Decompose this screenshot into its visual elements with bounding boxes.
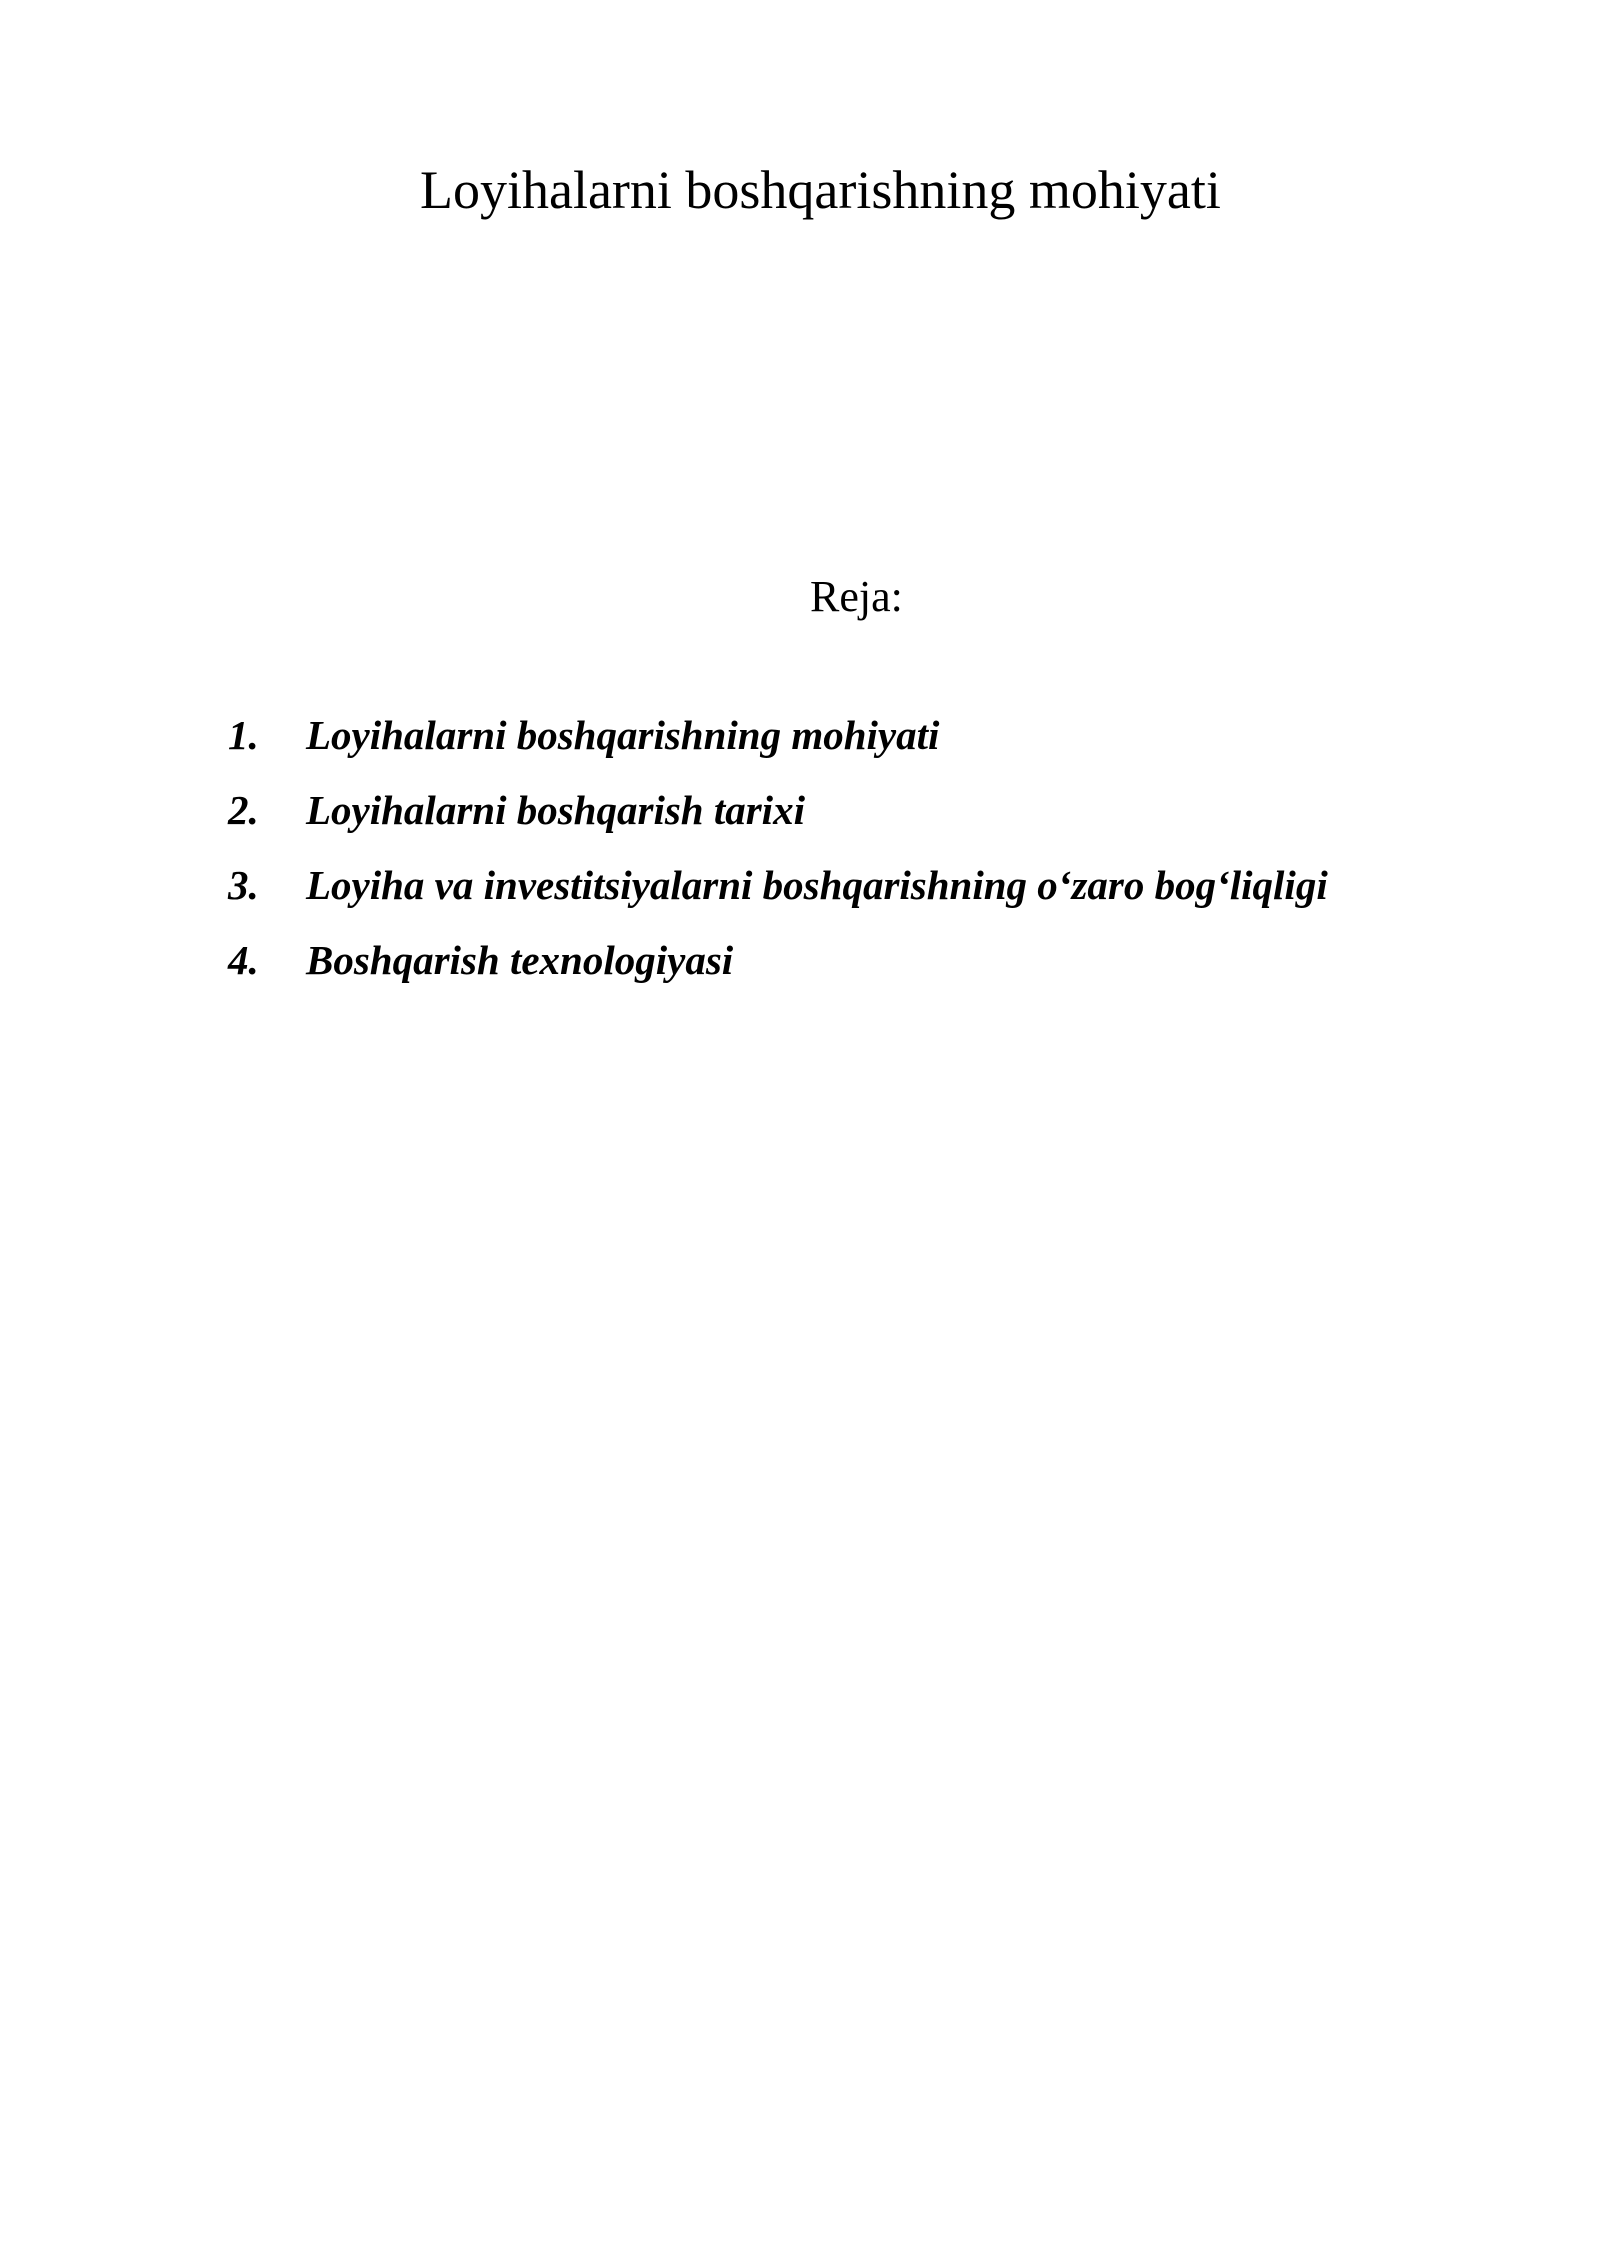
plan-item-text: Boshqarish texnologiyasi [306,937,734,983]
plan-item-number: 1. [228,712,259,758]
plan-list [228,709,1328,1009]
plan-item-4 [228,934,1328,1009]
plan-item-text: Loyihalarni boshqarishning mohiyati [306,712,940,758]
plan-item-number: 4. [228,937,259,983]
plan-item-number: 2. [228,787,259,833]
plan-item-1 [228,709,1328,784]
plan-item-number: 3. [228,862,259,908]
plan-item-text: Loyiha va investitsiyalarni boshqarishning o‘zaro bog‘liqligi [306,862,1328,908]
page-title: Loyihalarni boshqarishning mohiyati [420,160,1221,220]
plan-item-text: Loyihalarni boshqarish tarixi [306,787,805,833]
plan-heading: Reja: [810,572,903,621]
plan-item-3 [228,859,1328,934]
plan-item-2 [228,784,1328,859]
